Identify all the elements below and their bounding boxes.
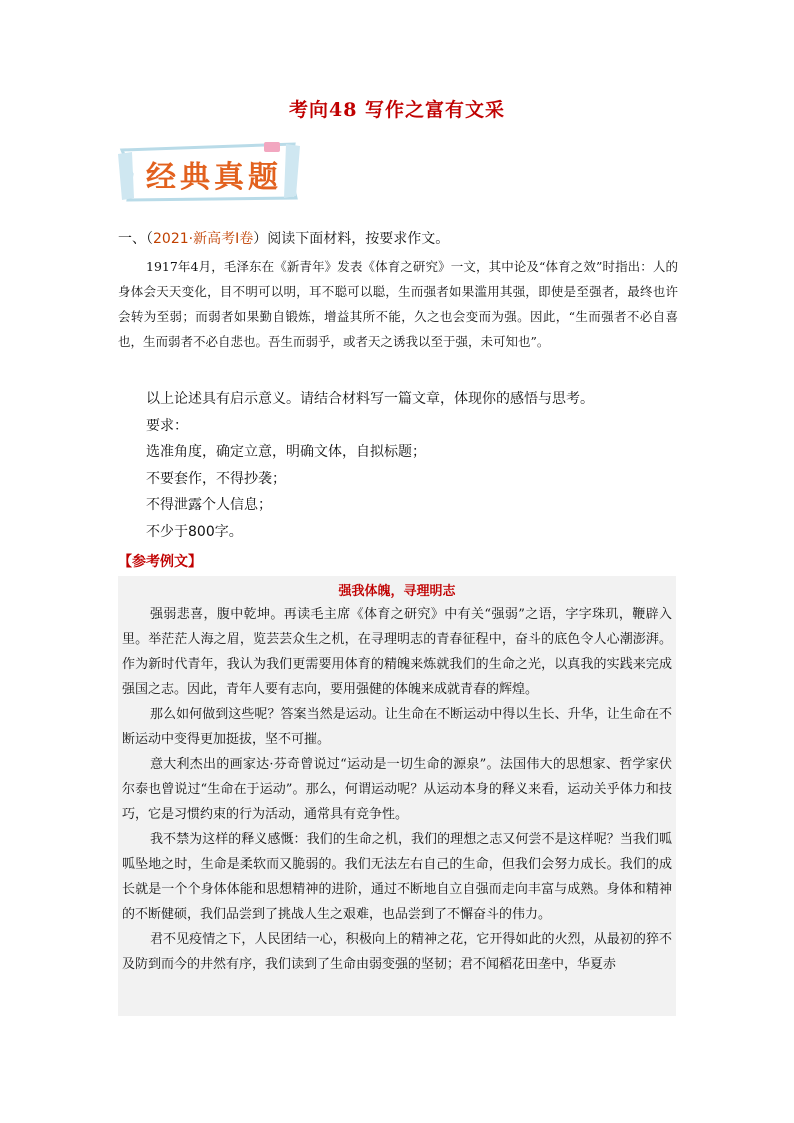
instructions <box>146 386 594 545</box>
essay-paragraph: 意大利杰出的画家达·芬奇曾说过“运动是一切生命的源泉”。法国伟大的思想家、哲学家伏尔泰也曾说过“生命在于运动”。那么，何谓运动呢？从运动本身的释义来看，运动关乎体力和技巧，它是习惯约束的行为活动，通常具有竞争性。 <box>122 757 672 822</box>
essay-paragraph: 君不见疫情之下，人民团结一心，积极向上的精神之花，它开得如此的火烈，从最初的猝不及防到而今的井然有序，我们读到了生命由弱变强的坚韧；君不闻稻花田垄中，华夏赤 <box>122 932 672 972</box>
essay-body <box>118 599 676 977</box>
instruction-line: 不少于800字。 <box>146 523 243 540</box>
page-title: 考向48 写作之富有文采 <box>288 99 506 121</box>
essay-title: 强我体魄，寻理明志 <box>338 584 456 599</box>
essay-paragraph: 那么如何做到这些呢？答案当然是运动。让生命在不断运动中得以生长、升华，让生命在不断运动中变得更加挺拔，坚不可摧。 <box>122 707 672 747</box>
reference-label: 【参考例文】 <box>118 554 202 570</box>
question-prefix: 一、（ <box>118 231 153 247</box>
essay-paragraph: 我不禁为这样的释义感慨：我们的生命之机，我们的理想之志又何尝不是这样呢？当我们呱呱坠地之时，生命是柔软而又脆弱的。我们无法左右自己的生命，但我们会努力成长。我们的成长就是一个个身体体能和思想精神的进阶，通过不断地自立自强而走向丰富与成熟。身体和精神的不断健硕，我们品尝到了挑战人生之艰难，也品尝到了不懈奋斗的伟力。 <box>122 832 672 922</box>
instruction-line: 以上论述具有启示意义。请结合材料写一篇文章，体现你的感悟与思考。 <box>146 391 594 407</box>
material-text <box>118 254 678 354</box>
section-banner <box>118 142 300 202</box>
instruction-line: 选准角度，确定立意，明确文体，自拟标题； <box>146 444 426 460</box>
instruction-line: 要求： <box>146 417 188 434</box>
instruction-line: 不得泄露个人信息； <box>146 497 272 513</box>
question-heading <box>118 228 449 248</box>
banner-text: 经典真题 <box>146 160 282 195</box>
sample-essay <box>118 576 676 1016</box>
clip-icon <box>264 142 280 152</box>
question-source: 2021·新高考Ⅰ卷 <box>153 231 254 247</box>
question-suffix: ）阅读下面材料，按要求作文。 <box>253 231 450 247</box>
material-paragraph: 1917年4月，毛泽东在《新青年》发表《体育之研究》一文，其中论及“体育之效”时指出：人的身体会天天变化，目不明可以明，耳不聪可以聪，生而强者如果滥用其强，即使是至强者，最终也许会转为至弱；而弱者如果勤自锻炼，增益其所不能，久之也会变而为强。因此，“生而强者不必自喜也，生而弱者不必自悲也。吾生而弱乎，或者天之诱我以至于强，未可知也”。 <box>118 259 678 349</box>
essay-paragraph: 强弱悲喜，腹中乾坤。再读毛主席《体育之研究》中有关“强弱”之语，字字珠玑，鞭辟入里。举茫茫人海之眉，览芸芸众生之机，在寻理明志的青春征程中，奋斗的底色令人心潮澎湃。作为新时代青年，我认为我们更需要用体育的精魄来炼就我们的生命之光，以真我的实践来完成强国之志。因此，青年人要有志向，要用强健的体魄来成就青春的辉煌。 <box>122 607 672 697</box>
instruction-line: 不要套作，不得抄袭； <box>146 470 286 487</box>
